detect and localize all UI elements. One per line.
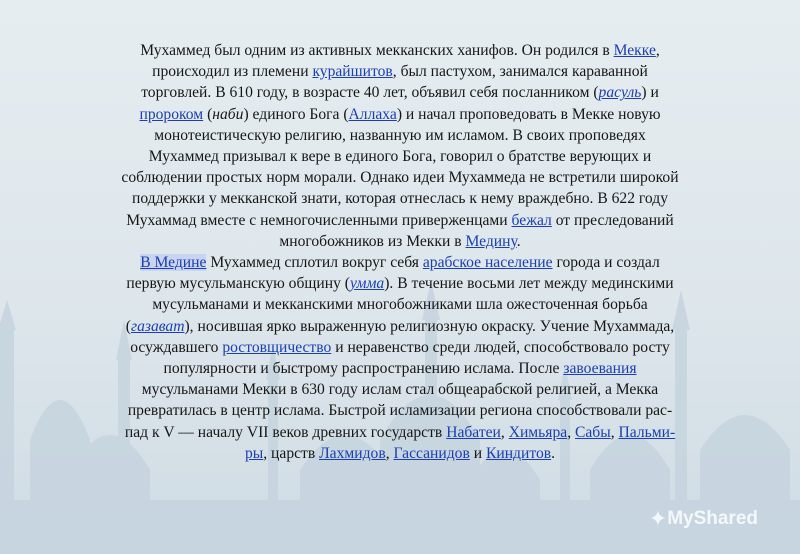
hyperlink[interactable]: завоевания: [563, 360, 637, 378]
text-run: торговлей. В 610 году, в возрасте 40 лет, объявил себя посланником (: [141, 84, 599, 102]
article-text: [58, 40, 742, 464]
hyperlink[interactable]: Гассанидов: [393, 444, 470, 462]
text-line: [58, 82, 742, 103]
hyperlink[interactable]: Лахмидов: [319, 444, 386, 462]
text-run: (: [203, 105, 213, 123]
text-line: [58, 294, 742, 315]
text-line: [58, 61, 742, 82]
text-run: ,: [655, 42, 660, 59]
text-run: ) и начал проповедовать в Мекке новую: [396, 105, 661, 123]
hyperlink[interactable]: Химьяра: [508, 423, 568, 441]
text-run: Мухаммед сплотил вокруг себя: [206, 254, 423, 272]
myshared-logo-text: MyShared: [667, 508, 758, 529]
paragraph: [58, 40, 742, 252]
text-run: ,: [500, 423, 509, 441]
text-run: .: [551, 444, 556, 462]
text-line: [58, 358, 742, 379]
text-line: [58, 252, 742, 273]
myshared-logo-icon: ✦: [648, 506, 668, 531]
hyperlink[interactable]: пророком: [139, 105, 204, 123]
text-run: ,: [567, 423, 575, 441]
hyperlink[interactable]: арабское население: [422, 254, 553, 272]
text-line: [58, 400, 742, 421]
text-run: , был пастухом, занимался караванной: [392, 63, 648, 81]
text-run: и: [469, 444, 486, 462]
hyperlink[interactable]: Сабы: [574, 423, 611, 441]
text-line: [58, 188, 742, 209]
hyperlink[interactable]: Киндитов: [485, 444, 552, 462]
text-line: [58, 422, 742, 443]
hyperlink[interactable]: курайшитов: [312, 63, 393, 81]
hyperlink[interactable]: Набатеи: [446, 423, 501, 441]
text-run: наби: [212, 105, 244, 123]
text-line: [58, 125, 742, 146]
text-run: Мухаммад вместе с немногочисленными приверженцами: [126, 211, 512, 229]
text-line: [58, 210, 742, 231]
text-line: [58, 231, 742, 252]
text-line: [58, 40, 742, 61]
text-run: от преследований: [551, 211, 674, 229]
text-run: соблюдении простых норм морали. Однако идеи Мухаммеда не встретили широкой: [121, 169, 679, 187]
hyperlink[interactable]: ры: [244, 444, 264, 462]
text-run: происходил из племени: [152, 63, 313, 81]
hyperlink[interactable]: газават: [131, 317, 185, 335]
text-run: осуждавшего: [130, 338, 223, 356]
text-run: ) и: [641, 84, 659, 102]
hyperlink[interactable]: умма: [349, 275, 385, 293]
text-run: мусульманами Мекки в 630 году ислам стал общеарабской религией, а Мекка: [141, 381, 659, 399]
text-run: монотеистическую религию, названную им исламом. В своих проповедях: [154, 126, 646, 144]
text-run: многобожников из Мекки в: [279, 232, 466, 250]
text-run: (: [125, 317, 131, 335]
hyperlink[interactable]: В Медине: [140, 254, 207, 272]
text-run: ), носившая ярко выраженную религиозную окраску. Учение Мухаммада,: [184, 317, 675, 335]
text-run: города и создал: [552, 254, 660, 272]
text-run: поддержки у мекканской знати, которая отнеслась к нему враждебно. В 622 году: [131, 190, 668, 208]
text-run: и неравенство среди людей, способствовало росту: [331, 338, 670, 356]
text-run: Мухаммед призывал к вере в единого Бога, говорил о братстве верующих и: [148, 148, 652, 166]
hyperlink[interactable]: Пальми-: [618, 423, 676, 441]
text-run: ,: [385, 444, 394, 462]
text-line: [58, 146, 742, 167]
text-line: [58, 379, 742, 400]
hyperlink[interactable]: расуль: [598, 84, 642, 102]
text-run: пад к V — началу VII веков древних государств: [124, 423, 447, 441]
text-run: ) единого Бога (: [243, 105, 349, 123]
text-run: популярности и быстрому распространению ислама. После: [163, 360, 564, 378]
text-run: превратилась в центр ислама. Быстрой исламизации региона способствовали рас-: [127, 402, 673, 420]
text-run: Мухаммед был одним из активных мекканских ханифов. Он родился в: [140, 42, 614, 59]
myshared-watermark: [649, 506, 758, 532]
text-line: [58, 104, 742, 125]
text-run: ). В течение восьми лет между мединскими: [384, 275, 674, 293]
text-run: , царств: [263, 444, 320, 462]
text-run: первую мусульманскую общину (: [126, 275, 350, 293]
text-line: [58, 167, 742, 188]
hyperlink[interactable]: Аллаха: [348, 105, 397, 123]
hyperlink[interactable]: Медину: [465, 232, 517, 250]
hyperlink[interactable]: Мекке: [613, 42, 656, 59]
text-line: [58, 337, 742, 358]
text-line: [58, 273, 742, 294]
text-line: [58, 443, 742, 464]
hyperlink[interactable]: ростовщичество: [222, 338, 332, 356]
text-run: мусульманами и мекканскими многобожниками шла ожесточенная борьба: [152, 296, 648, 314]
text-run: .: [516, 232, 521, 250]
text-line: [58, 316, 742, 337]
paragraph: [58, 252, 742, 464]
hyperlink[interactable]: бежал: [511, 211, 552, 229]
text-run: ,: [610, 423, 619, 441]
